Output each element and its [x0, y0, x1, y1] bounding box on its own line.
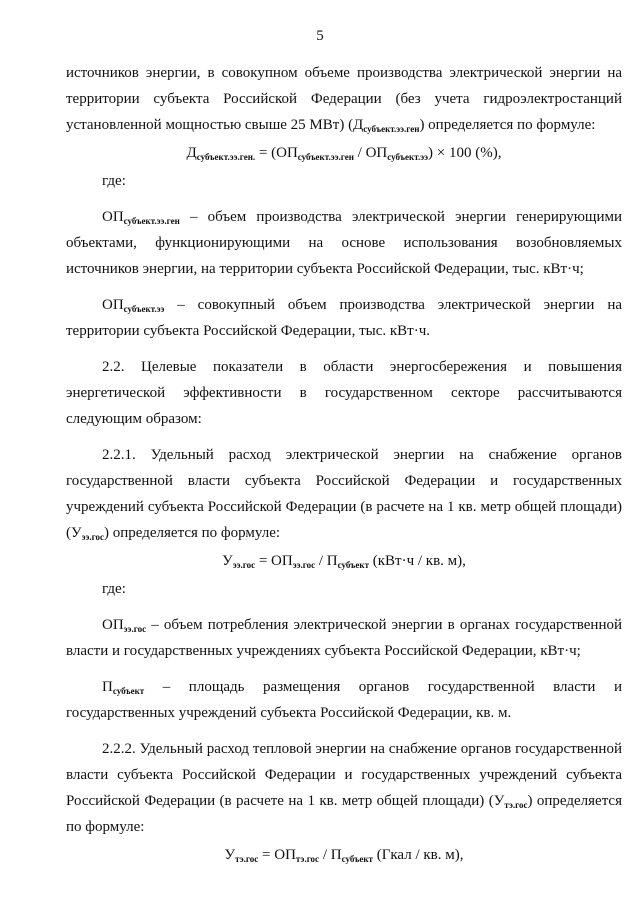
- page-number: 5: [316, 28, 324, 44]
- paragraph-2-2-1: 2.2.1. Удельный расход электрической энергии на снабжение органов государственной власти субъекта Российской Федерации и государственных учреждений субъекта Российской Федерации (в расчете на 1 кв. метр общей площади) $(У_{ээ.гос})$ определяется по формуле:: [66, 447, 622, 542]
- paragraph-2-2-2: 2.2.2. Удельный расход тепловой энергии на снабжение органов государственной власти субъекта Российской Федерации и государственных учреждений субъекта Российской Федерации (в расчете на 1 кв. метр общей площади) $(У_{тэ.гос})$ определяется по формуле:: [66, 741, 622, 835]
- formula-res-share: $Д_{субъект.ээ.ген.} = (ОП_{субъект.ээ.ген} / ОП_{субъект.ээ}) \times 100$ (%),: [186, 145, 502, 162]
- definition-op-total: $ОП_{субъект.ээ}$ – совокупный объем производства электрической энергии на территории субъекта Российской Федерации, тыс. кВт·ч.: [66, 297, 622, 339]
- definition-p-subject: $П_{субъект}$ – площадь размещения органов государственной власти и государственных учреждений субъекта Российской Федерации, кв. м.: [66, 679, 622, 721]
- definition-op-ee-gos: $ОП_{ээ.гос}$ – объем потребления электрической энергии в органах государственной власти и государственных учреждениях субъекта Российской Федерации, кВт·ч;: [66, 617, 622, 659]
- where-label-1: где:: [102, 173, 126, 189]
- document-body: [66, 60, 622, 870]
- formula-heat-consumption: $У_{тэ.гос} = ОП_{тэ.гос} / П_{субъект}$ (Гкал / кв. м),: [224, 847, 464, 864]
- paragraph-2-2: 2.2. Целевые показатели в области энергосбережения и повышения энергетической эффективности в государственном секторе рассчитываются следующим образом:: [66, 359, 622, 427]
- formula-electric-consumption: $У_{ээ.гос} = ОП_{ээ.гос} / П_{субъект}$ (кВт·ч / кв. м),: [222, 553, 466, 570]
- paragraph-res-share-intro: источников энергии, в совокупном объеме производства электрической энергии на территории субъекта Российской Федерации (без учета гидроэлектростанций установленной мощностью свыше 25 МВт) $(Д_{субъект.ээ.ген})$ определяется по формуле:: [66, 65, 622, 134]
- definition-op-res: $ОП_{субъект.ээ.ген}$ – объем производства электрической энергии генерирующими объектами, функционирующими на основе использования возобновляемых источников энергии, на территории субъекта Российской Федерации, тыс. кВт·ч;: [66, 209, 622, 277]
- where-label-2: где:: [102, 581, 126, 597]
